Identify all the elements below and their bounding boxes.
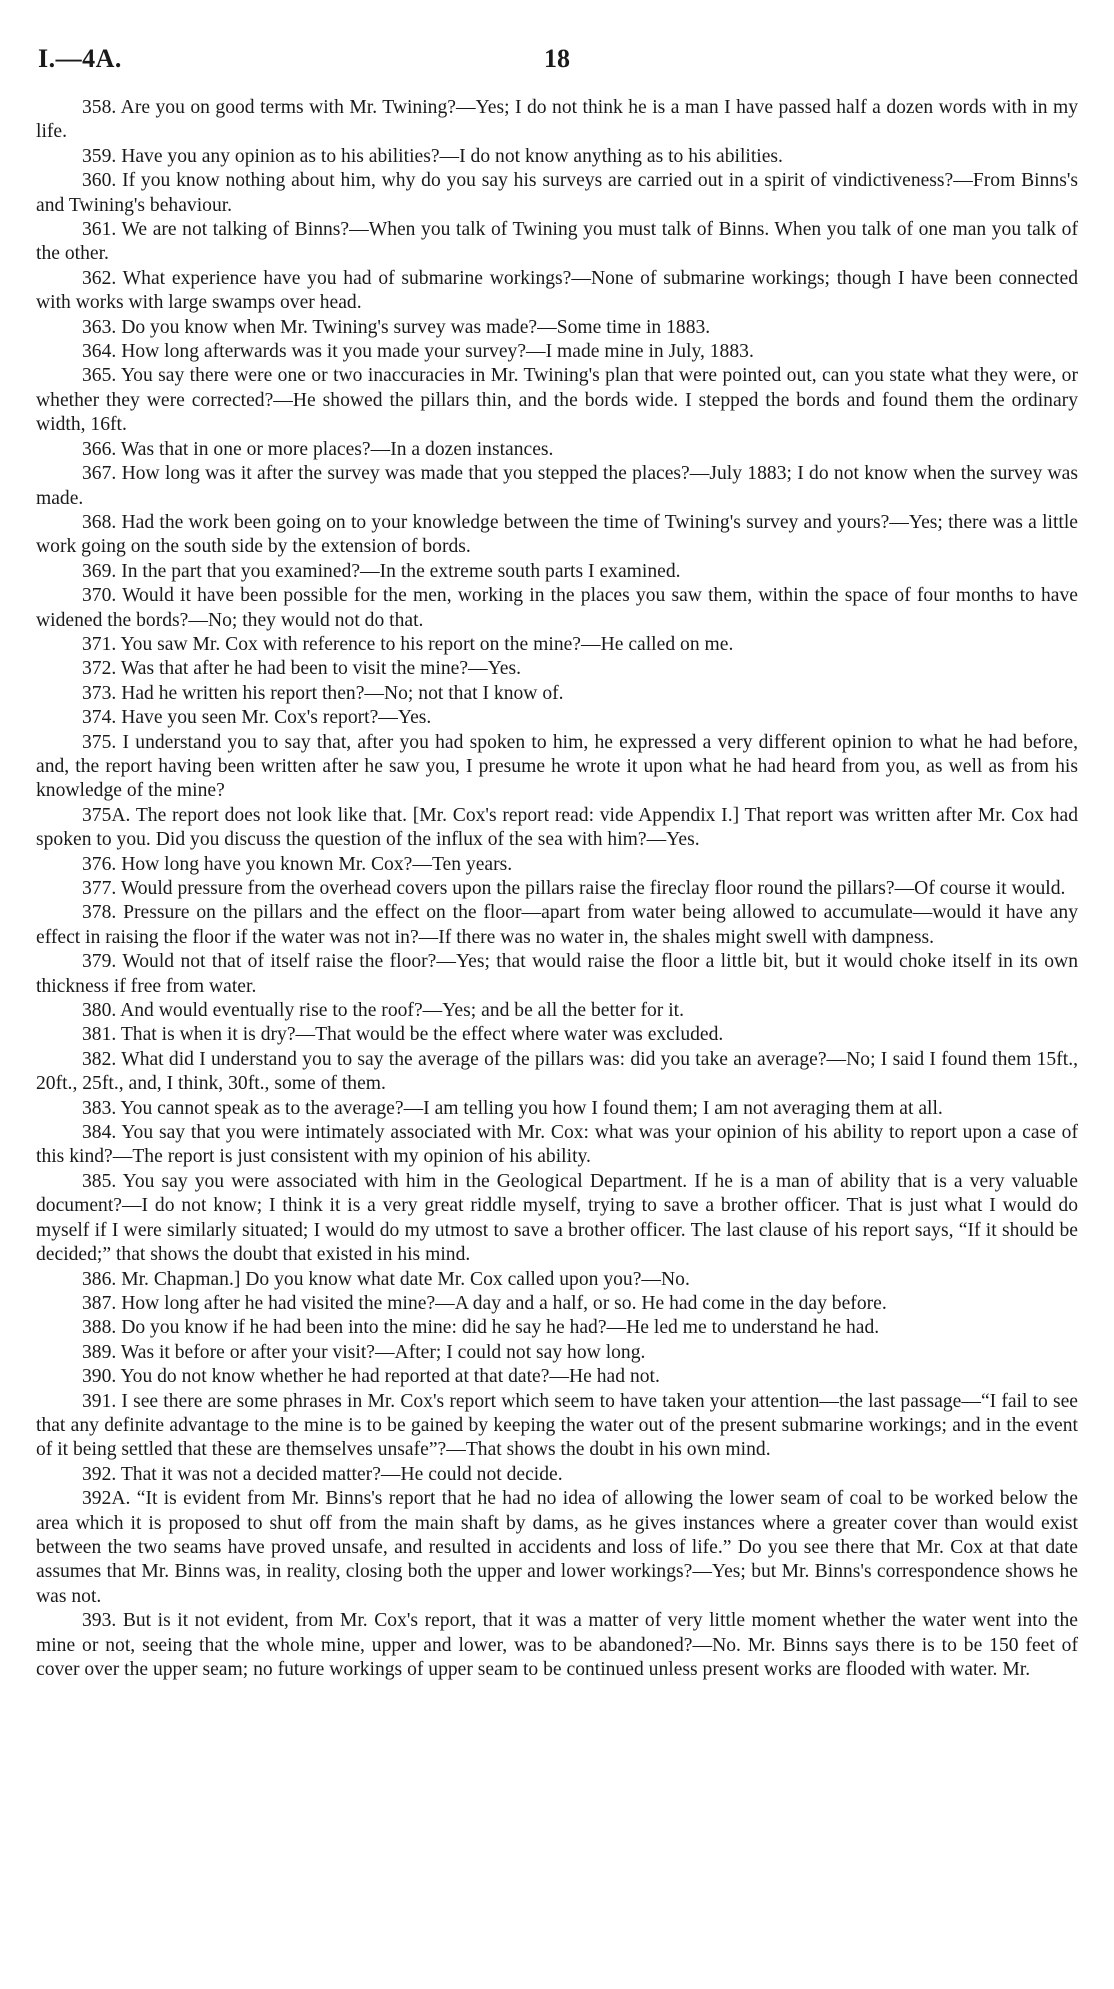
document-reference: I.—4A. [38,44,122,73]
paragraph-q374: 374. Have you seen Mr. Cox's report?—Yes. [82,707,432,729]
paragraph-q379: 379. Would not that of itself raise the floor?—Yes; that would raise the floor a little bit, but it would choke itself in its own thickness if free from water. [36,951,1078,997]
paragraph-q384: 384. You say that you were intimately associated with Mr. Cox: what was your opinion of his ability to report upon a case of this kind?—The report is just consistent with my opinion of his ability. [36,1122,1078,1168]
page-header [38,44,1076,84]
paragraph-q363: 363. Do you know when Mr. Twining's survey was made?—Some time in 1883. [82,316,711,338]
paragraph-q386: 386. Mr. Chapman.] Do you know what date Mr. Cox called upon you?—No. [82,1268,690,1290]
paragraph-q360: 360. If you know nothing about him, why do you say his surveys are carried out in a spirit of vindictiveness?—From Binns's and Twining's behaviour. [36,170,1078,216]
paragraph-q368: 368. Had the work been going on to your knowledge between the time of Twining's survey and yours?—Yes; there was a little work going on the south side by the extension of bords. [36,511,1078,558]
paragraph-q375a: 375A. The report does not look like that. [Mr. Cox's report read: vide Appendix I.] That report was written after Mr. Cox had spoken to you. Did you discuss the question of the influx of the sea with him?—Yes. [36,804,1078,851]
paragraph-q391: 391. I see there are some phrases in Mr. Cox's report which seem to have taken your attention—the last passage—“I fail to see that any definite advantage to the mine is to be gained by keeping the water out of the present submarine workings; and in the event of it being settled that these are themselves unsafe”?—That shows the doubt in his own mind. [36,1390,1078,1461]
paragraph-q369: 369. In the part that you examined?—In the extreme south parts I examined. [82,560,681,582]
paragraph-q364: 364. How long afterwards was it you made your survey?—I made mine in July, 1883. [82,341,754,363]
paragraph-q382: 382. What did I understand you to say the average of the pillars was: did you take an average?—No; I said I found them 15ft., 20ft., 25ft., and, I think, 30ft., some of them. [36,1048,1078,1095]
paragraph-q366: 366. Was that in one or more places?—In a dozen instances. [82,438,554,460]
document-body [36,96,1078,1682]
paragraph-q381: 381. That is when it is dry?—That would be the effect where water was excluded. [82,1024,724,1046]
paragraph-q383: 383. You cannot speak as to the average?—I am telling you how I found them; I am not averaging them at all. [82,1097,943,1119]
paragraph-q372: 372. Was that after he had been to visit the mine?—Yes. [82,658,522,680]
paragraph-q367: 367. How long was it after the survey was made that you stepped the places?—July 1883; I do not know when the survey was made. [36,463,1078,509]
paragraph-q385: 385. You say you were associated with him in the Geological Department. If he is a man of ability that is a very valuable document?—I do not know; I think it is a very great riddle myself, trying to save a brother officer. That is just what I would do myself if I were similarly situated; I would do my utmost to save a brother officer. The last clause of his report says, “If it should be decided;” that shows the doubt that existed in his mind. [36,1170,1078,1266]
paragraph-q373: 373. Had he written his report then?—No; not that I know of. [82,682,564,704]
paragraph-q377: 377. Would pressure from the overhead covers upon the pillars raise the fireclay floor round the pillars?—Of course it would. [82,878,1066,899]
paragraph-q390: 390. You do not know whether he had reported at that date?—He had not. [82,1366,660,1388]
paragraph-q376: 376. How long have you known Mr. Cox?—Ten years. [82,853,513,875]
paragraph-q375: 375. I understand you to say that, after you had spoken to him, he expressed a very different opinion to what he had before, and, the report having been written after he saw you, I presume he wrote it upon what he had heard from you, as well as from his knowledge of the mine? [36,731,1078,802]
paragraph-q392: 392. That it was not a decided matter?—He could not decide. [82,1463,563,1485]
paragraph-q380: 380. And would eventually rise to the roof?—Yes; and be all the better for it. [82,1000,685,1022]
paragraph-q362: 362. What experience have you had of submarine workings?—None of submarine workings; though I have been connected with works with large swamps over head. [36,267,1078,314]
paragraph-q365: 365. You say there were one or two inaccuracies in Mr. Twining's plan that were pointed out, can you state what they were, or whether they were corrected?—He showed the pillars thin, and the bords wide. I stepped the bords and found them the ordinary width, 16ft. [36,365,1078,436]
paragraph-q370: 370. Would it have been possible for the men, working in the places you saw them, within the space of four months to have widened the bords?—No; they would not do that. [36,585,1078,631]
paragraph-q371: 371. You saw Mr. Cox with reference to his report on the mine?—He called on me. [82,633,734,655]
paragraph-q392a: 392A. “It is evident from Mr. Binns's report that he had no idea of allowing the lower seam of coal to be worked below the area which it is proposed to shut off from the main shaft by dams, as he gives instances where a greater cover than would exist between the two seams have proved unsafe, and resulted in accidents and loss of life.” Do you see there that Mr. Cox at that date assumes that Mr. Binns was, in reality, closing both the upper and lower workings?—Yes; but Mr. Binns's correspondence shows he was not. [36,1488,1078,1607]
paragraph-q358: 358. Are you on good terms with Mr. Twining?—Yes; I do not think he is a man I have passed half a dozen words with in my life. [36,97,1078,143]
paragraph-q378: 378. Pressure on the pillars and the effect on the floor—apart from water being allowed to accumulate—would it have any effect in raising the floor if the water was not in?—If there was no water in, the shales might swell with dampness. [36,902,1078,948]
paragraph-q387: 387. How long after he had visited the mine?—A day and a half, or so. He had come in the day before. [82,1292,887,1314]
page-number: 18 [544,44,570,73]
paragraph-q393: 393. But is it not evident, from Mr. Cox's report, that it was a matter of very little moment whether the water went into the mine or not, seeing that the whole mine, upper and lower, was to be abandoned?—No. Mr. Binns says there is to be 150 feet of cover over the upper seam; no future workings of upper seam to be continued unless present works are flooded with water. Mr. [36,1610,1078,1680]
paragraph-q389: 389. Was it before or after your visit?—After; I could not say how long. [82,1341,646,1363]
paragraph-q359: 359. Have you any opinion as to his abilities?—I do not know anything as to his abilities. [82,145,783,167]
paragraph-q388: 388. Do you know if he had been into the mine: did he say he had?—He led me to understand he had. [82,1317,880,1339]
paragraph-q361: 361. We are not talking of Binns?—When you talk of Twining you must talk of Binns. When you talk of one man you talk of the other. [36,219,1078,265]
